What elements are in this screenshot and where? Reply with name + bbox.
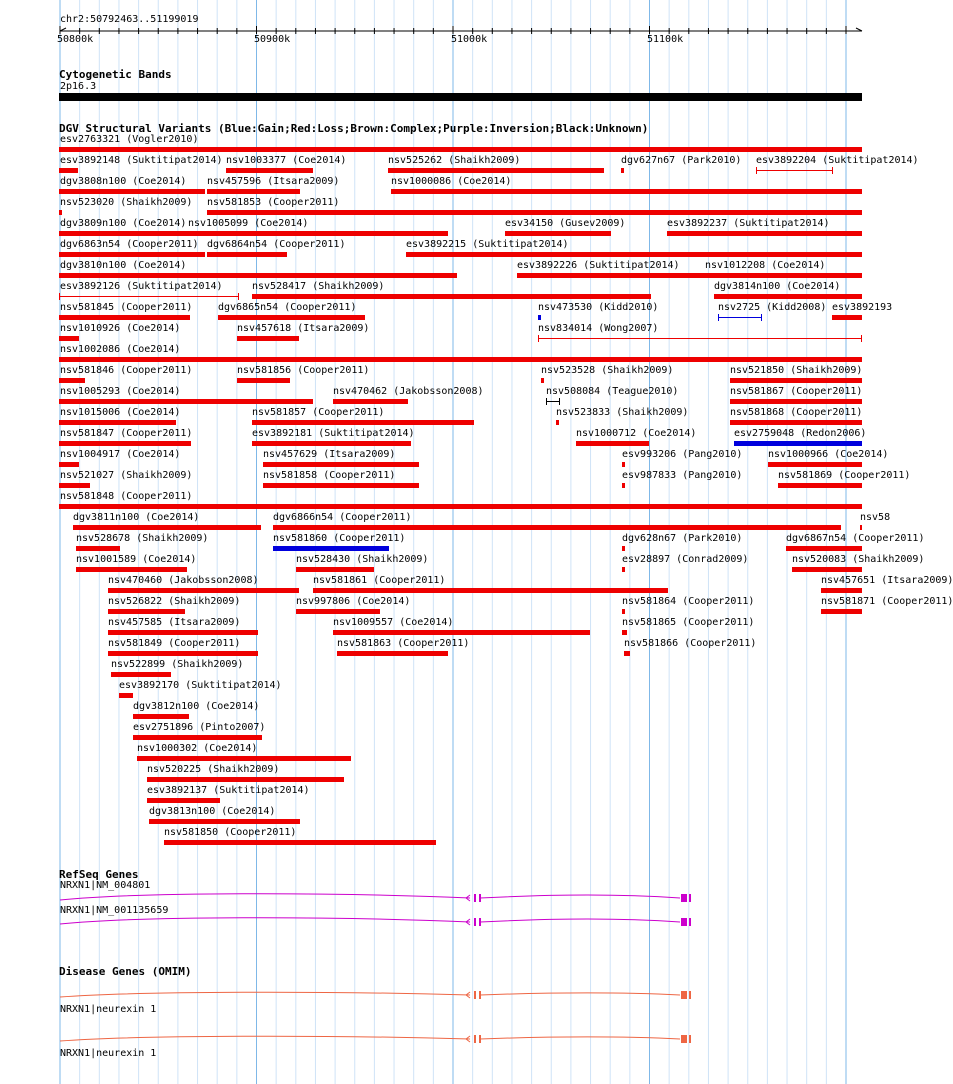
dgv-feature-bar[interactable] [164,840,436,845]
dgv-feature-bar[interactable] [337,651,448,656]
dgv-feature-label[interactable]: nsv1000086 (Coe2014) [391,176,512,187]
dgv-feature-label[interactable]: nsv508084 (Teague2010) [546,386,679,397]
dgv-feature-label[interactable]: nsv1000302 (Coe2014) [137,743,258,754]
exon-block [479,991,481,999]
exon-block [479,918,481,926]
intron-line [60,1036,680,1041]
dgv-feature-bar[interactable] [207,189,300,194]
dgv-feature-bar[interactable] [73,525,261,530]
exon-block [681,918,687,926]
dgv-feature-bar[interactable] [111,672,171,677]
dgv-feature-label[interactable]: dgv628n67 (Park2010) [622,533,743,544]
dgv-feature-label[interactable]: nsv581849 (Cooper2011) [108,638,241,649]
dgv-feature-label[interactable]: nsv581847 (Cooper2011) [60,428,193,439]
dgv-feature-label[interactable]: nsv457585 (Itsara2009) [108,617,241,628]
dgv-feature-label[interactable]: nsv520083 (Shaikh2009) [792,554,925,565]
locus-label: chr2:50792463..51199019 [60,14,199,25]
dgv-feature-label[interactable]: esv3892226 (Suktitipat2014) [517,260,680,271]
dgv-feature-label[interactable]: nsv581865 (Cooper2011) [622,617,755,628]
dgv-feature-label[interactable]: esv2763321 (Vogler2010) [60,134,199,145]
dgv-feature-label[interactable]: esv2751896 (Pinto2007) [133,722,266,733]
dgv-feature-label[interactable]: esv993206 (Pang2010) [622,449,743,460]
dgv-feature-label[interactable]: nsv520225 (Shaikh2009) [147,764,280,775]
dgv-feature-bar[interactable] [133,714,189,719]
dgv-feature-label[interactable]: nsv525262 (Shaikh2009) [388,155,521,166]
dgv-feature-bar[interactable] [237,336,299,341]
dgv-feature-bar[interactable] [730,399,862,404]
dgv-feature-bar[interactable] [622,462,625,467]
dgv-feature-bar[interactable] [108,630,258,635]
dgv-feature-bar[interactable] [786,546,862,551]
dgv-feature-label[interactable]: esv987833 (Pang2010) [622,470,743,481]
dgv-feature-bar[interactable] [756,167,833,174]
dgv-feature-line [539,338,861,339]
dgv-feature-bar[interactable] [621,168,624,173]
dgv-feature-bar[interactable] [108,651,258,656]
dgv-feature-bar[interactable] [207,252,287,257]
dgv-feature-bar[interactable] [59,399,313,404]
dgv-feature-label[interactable]: nsv523020 (Shaikh2009) [60,197,193,208]
dgv-feature-bar[interactable] [821,588,862,593]
dgv-feature-bar[interactable] [273,546,389,551]
dgv-feature-label[interactable]: dgv6863n54 (Cooper2011) [60,239,199,250]
dgv-feature-bar[interactable] [792,567,862,572]
dgv-track-title: DGV Structural Variants (Blue:Gain;Red:Loss;Brown:Complex;Purple:Inversion;Black:Unknown) [59,122,649,135]
dgv-feature-bar[interactable] [59,483,90,488]
dgv-feature-label[interactable]: nsv473530 (Kidd2010) [538,302,659,313]
dgv-feature-label[interactable]: esv3892204 (Suktitipat2014) [756,155,919,166]
dgv-feature-label[interactable]: dgv6866n54 (Cooper2011) [273,512,412,523]
dgv-feature-label[interactable]: nsv523528 (Shaikh2009) [541,365,674,376]
dgv-feature-label[interactable]: nsv581868 (Cooper2011) [730,407,863,418]
dgv-feature-bar[interactable] [59,462,79,467]
dgv-feature-bar[interactable] [576,441,649,446]
dgv-feature-bar[interactable] [59,357,862,362]
dgv-feature-label[interactable]: nsv581860 (Cooper2011) [273,533,406,544]
omim-gene-label[interactable]: NRXN1|neurexin 1 [60,1048,157,1059]
dgv-feature-label[interactable]: nsv457596 (Itsara2009) [207,176,340,187]
exon-block [681,1035,687,1043]
refseq-gene-label[interactable]: NRXN1|NM_004801 [60,880,151,891]
dgv-feature-bar[interactable] [296,567,374,572]
exon-block [681,991,687,999]
dgv-feature-bar[interactable] [59,210,62,215]
dgv-feature-bar[interactable] [705,273,862,278]
dgv-feature-label[interactable]: dgv3809n100 (Coe2014) [60,218,187,229]
refseq-gene-label[interactable]: NRXN1|NM_001135659 [60,905,169,916]
dgv-feature-bar[interactable] [730,378,862,383]
dgv-feature-line [60,296,238,297]
dgv-feature-bar[interactable] [622,609,625,614]
dgv-feature-label[interactable]: nsv581863 (Cooper2011) [337,638,470,649]
dgv-feature-label[interactable]: nsv528417 (Shaikh2009) [252,281,385,292]
refseq-track-title: RefSeq Genes [59,868,139,881]
ruler-tick-label: 50800k [57,34,94,45]
dgv-feature-bar[interactable] [59,420,176,425]
dgv-feature-bar[interactable] [108,588,299,593]
dgv-feature-label[interactable]: nsv58 [860,512,891,523]
dgv-feature-bar[interactable] [263,462,419,467]
dgv-feature-label[interactable]: esv3892137 (Suktitipat2014) [147,785,310,796]
dgv-feature-line [719,317,761,318]
dgv-feature-bar[interactable] [505,231,611,236]
dgv-feature-label[interactable]: nsv457629 (Itsara2009) [263,449,396,460]
dgv-feature-bar[interactable] [218,315,365,320]
dgv-feature-bar[interactable] [147,798,220,803]
dgv-feature-label[interactable]: nsv521850 (Shaikh2009) [730,365,863,376]
dgv-feature-label[interactable]: nsv1004917 (Coe2014) [60,449,181,460]
dgv-feature-bar[interactable] [207,210,862,215]
ruler-tick-label: 51000k [451,34,488,45]
exon-block [474,1035,476,1043]
dgv-feature-bar[interactable] [296,609,380,614]
dgv-feature-bar[interactable] [333,399,408,404]
dgv-feature-bar[interactable] [832,315,862,320]
exon-block [474,894,476,902]
dgv-feature-label[interactable]: nsv523833 (Shaikh2009) [556,407,689,418]
dgv-feature-bar[interactable] [622,483,625,488]
exon-block [681,894,687,902]
dgv-feature-label[interactable]: nsv1000966 (Coe2014) [768,449,889,460]
dgv-feature-label[interactable]: esv3892170 (Suktitipat2014) [119,680,282,691]
dgv-feature-bar[interactable] [188,231,448,236]
dgv-feature-label[interactable]: nsv1012208 (Coe2014) [705,260,826,271]
dgv-feature-label[interactable]: nsv1002086 (Coe2014) [60,344,181,355]
dgv-feature-label[interactable]: nsv581858 (Cooper2011) [263,470,396,481]
dgv-feature-label[interactable]: nsv1005293 (Coe2014) [60,386,181,397]
dgv-feature-label[interactable]: dgv3812n100 (Coe2014) [133,701,260,712]
dgv-feature-bar[interactable] [388,168,604,173]
dgv-feature-label[interactable]: nsv1015006 (Coe2014) [60,407,181,418]
dgv-feature-bar[interactable] [622,546,625,551]
dgv-feature-bar[interactable] [406,252,862,257]
dgv-feature-label[interactable]: nsv521027 (Shaikh2009) [60,470,193,481]
dgv-feature-label[interactable]: nsv528678 (Shaikh2009) [76,533,209,544]
dgv-feature-bar[interactable] [821,609,862,614]
dgv-feature-label[interactable]: nsv581871 (Cooper2011) [821,596,953,607]
dgv-feature-bar[interactable] [119,693,133,698]
dgv-feature-label[interactable]: nsv522899 (Shaikh2009) [111,659,244,670]
exon-block [479,1035,481,1043]
dgv-feature-label[interactable]: esv3892126 (Suktitipat2014) [60,281,223,292]
dgv-feature-label[interactable]: esv3892215 (Suktitipat2014) [406,239,569,250]
dgv-feature-label[interactable]: esv3892148 (Suktitipat2014) [60,155,223,166]
dgv-feature-bar[interactable] [237,378,290,383]
dgv-feature-bar[interactable] [252,294,651,299]
dgv-feature-label[interactable]: nsv457651 (Itsara2009) [821,575,953,586]
dgv-feature-label[interactable]: nsv1010926 (Coe2014) [60,323,181,334]
dgv-feature-bar[interactable] [768,462,862,467]
dgv-feature-label[interactable]: nsv581857 (Cooper2011) [252,407,385,418]
dgv-feature-bar[interactable] [76,546,120,551]
dgv-feature-bar[interactable] [108,609,185,614]
dgv-feature-bar[interactable] [541,378,544,383]
dgv-feature-label[interactable]: nsv581861 (Cooper2011) [313,575,446,586]
dgv-feature-label[interactable]: dgv3811n100 (Coe2014) [73,512,200,523]
dgv-feature-bar[interactable] [667,231,862,236]
dgv-feature-bar[interactable] [59,378,85,383]
dgv-feature-bar[interactable] [59,273,457,278]
dgv-feature-bar[interactable] [860,525,862,530]
dgv-feature-label[interactable]: nsv470460 (Jakobsson2008) [108,575,259,586]
dgv-feature-label[interactable]: nsv526822 (Shaikh2009) [108,596,241,607]
dgv-feature-label[interactable]: nsv1009557 (Coe2014) [333,617,454,628]
dgv-feature-bar[interactable] [76,567,187,572]
dgv-feature-bar[interactable] [273,525,841,530]
dgv-feature-label[interactable]: nsv834014 (Wong2007) [538,323,659,334]
dgv-feature-bar[interactable] [226,168,313,173]
exon-block [474,918,476,926]
dgv-feature-label[interactable]: nsv1003377 (Coe2014) [226,155,347,166]
dgv-feature-bar[interactable] [252,420,474,425]
dgv-feature-label[interactable]: nsv581866 (Cooper2011) [624,638,757,649]
dgv-feature-label[interactable]: nsv581845 (Cooper2011) [60,302,193,313]
ruler-tick-label: 51100k [647,34,684,45]
dgv-feature-bar[interactable] [622,630,627,635]
dgv-feature-label[interactable]: nsv581869 (Cooper2011) [778,470,911,481]
exon-block [689,1035,691,1043]
exon-block [474,991,476,999]
dgv-feature-label[interactable]: esv28897 (Conrad2009) [622,554,749,565]
dgv-feature-bar[interactable] [147,777,344,782]
dgv-feature-bar[interactable] [391,189,862,194]
cytoband-track-title: Cytogenetic Bands [59,68,172,81]
intron-line [60,894,680,900]
dgv-feature-bar[interactable] [778,483,862,488]
exon-block [689,918,691,926]
intron-line [60,992,680,997]
dgv-feature-line [757,170,832,171]
cytoband-bar[interactable] [59,93,862,101]
dgv-feature-label[interactable]: nsv581848 (Cooper2011) [60,491,193,502]
dgv-feature-bar[interactable] [59,189,205,194]
dgv-feature-label[interactable]: dgv6864n54 (Cooper2011) [207,239,346,250]
dgv-feature-bar[interactable] [59,336,79,341]
dgv-feature-bar[interactable] [252,441,411,446]
dgv-feature-bar[interactable] [333,630,590,635]
dgv-feature-label[interactable]: nsv1001589 (Coe2014) [76,554,197,565]
position-ruler[interactable] [0,0,890,50]
dgv-feature-label[interactable]: esv3892237 (Suktitipat2014) [667,218,830,229]
dgv-feature-label[interactable]: dgv3814n100 (Coe2014) [714,281,841,292]
dgv-feature-label[interactable]: dgv6867n54 (Cooper2011) [786,533,925,544]
dgv-feature-label[interactable]: esv2759048 (Redon2006) [734,428,867,439]
dgv-feature-label[interactable]: nsv1005099 (Coe2014) [188,218,309,229]
dgv-feature-label[interactable]: nsv470462 (Jakobsson2008) [333,386,484,397]
dgv-feature-bar[interactable] [624,651,630,656]
dgv-feature-bar[interactable] [313,588,668,593]
dgv-feature-label[interactable]: nsv457618 (Itsara2009) [237,323,370,334]
dgv-feature-label[interactable]: nsv581867 (Cooper2011) [730,386,863,397]
cytoband-label: 2p16.3 [60,81,97,92]
dgv-feature-bar[interactable] [59,293,239,300]
dgv-feature-label[interactable]: esv3892193 [832,302,893,313]
dgv-feature-label[interactable]: esv34150 (Gusev2009) [505,218,626,229]
dgv-feature-label[interactable]: nsv581850 (Cooper2011) [164,827,297,838]
dgv-feature-bar[interactable] [263,483,419,488]
dgv-feature-bar[interactable] [730,420,862,425]
ruler-tick-label: 50900k [254,34,291,45]
dgv-feature-bar[interactable] [538,335,862,342]
dgv-feature-bar[interactable] [538,315,541,320]
dgv-feature-label[interactable]: dgv627n67 (Park2010) [621,155,742,166]
dgv-feature-bar[interactable] [556,420,559,425]
dgv-feature-bar[interactable] [59,252,205,257]
exon-block [479,894,481,902]
dgv-feature-label[interactable]: nsv2725 (Kidd2008) [718,302,827,313]
dgv-feature-label[interactable]: nsv997806 (Coe2014) [296,596,411,607]
dgv-feature-bar[interactable] [137,756,351,761]
dgv-feature-bar[interactable] [59,147,862,152]
dgv-feature-bar[interactable] [734,441,862,446]
exon-block [689,894,691,902]
dgv-feature-bar[interactable] [714,294,862,299]
dgv-feature-bar[interactable] [149,819,300,824]
dgv-feature-bar[interactable] [59,168,78,173]
dgv-feature-label[interactable]: esv3892181 (Suktitipat2014) [252,428,415,439]
dgv-feature-bar[interactable] [546,398,560,405]
omim-gene-label[interactable]: NRXN1|neurexin 1 [60,1004,157,1015]
dgv-feature-label[interactable]: dgv6865n54 (Cooper2011) [218,302,357,313]
dgv-feature-label[interactable]: nsv581853 (Cooper2011) [207,197,340,208]
dgv-feature-label[interactable]: nsv581846 (Cooper2011) [60,365,193,376]
omim-track-title: Disease Genes (OMIM) [59,965,192,978]
dgv-feature-bar[interactable] [59,315,190,320]
dgv-feature-line [547,401,559,402]
dgv-feature-label[interactable]: nsv581864 (Cooper2011) [622,596,755,607]
omim-gene-models[interactable] [0,980,890,1060]
exon-block [689,991,691,999]
dgv-feature-label[interactable]: nsv1000712 (Coe2014) [576,428,697,439]
dgv-feature-label[interactable]: dgv3810n100 (Coe2014) [60,260,187,271]
intron-line [60,918,680,924]
refseq-gene-models[interactable] [0,880,890,940]
dgv-feature-bar[interactable] [622,567,625,572]
dgv-feature-label[interactable]: dgv3813n100 (Coe2014) [149,806,276,817]
dgv-feature-label[interactable]: nsv528430 (Shaikh2009) [296,554,429,565]
dgv-feature-label[interactable]: dgv3808n100 (Coe2014) [60,176,187,187]
dgv-feature-label[interactable]: nsv581856 (Cooper2011) [237,365,370,376]
dgv-feature-bar[interactable] [718,314,762,321]
dgv-feature-bar[interactable] [59,441,191,446]
dgv-feature-bar[interactable] [59,504,862,509]
dgv-feature-bar[interactable] [133,735,262,740]
